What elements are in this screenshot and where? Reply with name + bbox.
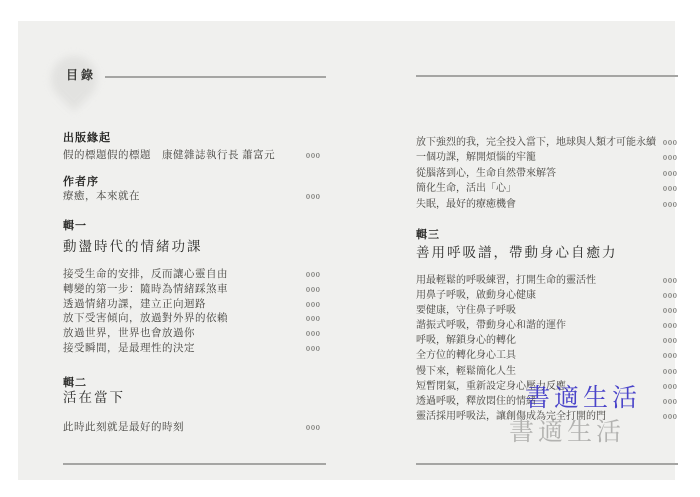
- toc-title: 目錄: [66, 68, 97, 82]
- entry-title: 療癒，本來就在: [63, 191, 140, 202]
- toc-entry-row: [416, 303, 678, 318]
- entry-title: 轉變的第一步：隨時為情緒踩煞車: [63, 283, 228, 295]
- entry-title: 此時此刻就是最好的時刻: [63, 422, 184, 433]
- toc-entry-row: [416, 181, 678, 196]
- entry-page-number: 000: [663, 381, 678, 391]
- entry-page-number: 000: [663, 276, 678, 285]
- part-2-entries: [63, 420, 321, 435]
- section-header-part-3: 輯三: [416, 229, 440, 241]
- entry-title: 放下強烈的我，完全投入當下，地球與人類才可能永續: [416, 137, 656, 148]
- entry-title: 一個功課，解開煩惱的牢籠: [416, 152, 536, 164]
- entry-page-number: 000: [663, 411, 678, 421]
- entry-title: 用鼻子呼吸，啟動身心健康: [416, 290, 536, 302]
- entry-page-number: 000: [663, 291, 678, 301]
- toc-entry-row: [416, 135, 678, 150]
- entry-page-number: 000: [306, 192, 321, 201]
- section-header-part-1: 輯一: [63, 220, 87, 232]
- toc-entry-row: [63, 148, 321, 163]
- entry-title: 失眠，最好的療癒機會: [416, 198, 516, 210]
- entry-title: 從腦落到心，生命自然帶來解答: [416, 167, 556, 179]
- entry-page-number: 000: [663, 321, 678, 331]
- entry-page-number: 000: [663, 168, 678, 178]
- toc-entry-row: [63, 298, 321, 313]
- entry-title: 放下受害傾向，放過對外界的依賴: [63, 313, 228, 325]
- toc-entry-row: [63, 283, 321, 298]
- entry-page-number: 000: [663, 366, 678, 376]
- toc-entry-row: [63, 420, 321, 435]
- entry-page-number: 000: [306, 423, 321, 432]
- toc-entry-row: [416, 318, 678, 333]
- entry-page-number: 000: [663, 153, 678, 163]
- entry-page-number: 000: [306, 299, 321, 309]
- entry-page-number: 000: [663, 351, 678, 361]
- entry-title: 透過情緒功課，建立正向迴路: [63, 298, 206, 310]
- entry-page-number: 000: [306, 284, 321, 294]
- section-header-publish-origin: 出版緣起: [63, 132, 111, 144]
- entry-title: 假的標題假的標題 康健雜誌執行長 蕭富元: [63, 150, 276, 161]
- part-2-subtitle: 活在當下: [63, 390, 125, 405]
- entry-title: 要健康，守住鼻子呼吸: [416, 305, 516, 317]
- entry-page-number: 000: [663, 396, 678, 406]
- entry-title: 透過呼吸，釋放悶住的情緒: [416, 395, 536, 407]
- entry-page-number: 000: [663, 199, 678, 209]
- toc-entry-row: [416, 348, 678, 363]
- entry-page-number: 000: [306, 329, 321, 339]
- entry-title: 接受瞬間，是最理性的決定: [63, 342, 195, 354]
- watermark-blue: 書適生活: [525, 385, 642, 412]
- toc-entry-row: [63, 268, 321, 283]
- entry-page-number: 000: [663, 306, 678, 316]
- toc-entry-row: [416, 333, 678, 348]
- entry-page-number: 000: [306, 343, 321, 353]
- toc-entry-row: [63, 189, 321, 204]
- entry-page-number: 000: [663, 336, 678, 346]
- toc-entry-row: [416, 166, 678, 181]
- entry-page-number: 000: [306, 270, 321, 279]
- section-header-author-preface: 作者序: [63, 176, 99, 188]
- part-3-subtitle: 善用呼吸譜，帶動身心自癒力: [416, 245, 618, 260]
- toc-card: [18, 21, 678, 480]
- toc-entry-row: [63, 342, 321, 357]
- watermark-gray: 書適生活: [509, 419, 626, 446]
- toc-entry-row: [416, 150, 678, 165]
- entry-title: 呼吸，解鎖身心的轉化: [416, 335, 516, 347]
- entry-title: 接受生命的安排，反而讓心靈自由: [63, 269, 228, 280]
- entry-page-number: 000: [663, 138, 678, 147]
- entry-page-number: 000: [663, 184, 678, 194]
- toc-entry-row: [416, 197, 678, 212]
- entry-title: 簡化生命，活出「心」: [416, 183, 516, 195]
- entry-title: 靈活採用呼吸法，讓創傷成為完全打開的門: [416, 410, 606, 422]
- section-entries: [63, 189, 321, 204]
- part-2-entries-continued: [416, 135, 678, 212]
- entry-page-number: 000: [306, 314, 321, 324]
- entry-title: 全方位的轉化身心工具: [416, 350, 516, 362]
- toc-entry-row: [416, 364, 678, 379]
- section-entries: [63, 148, 321, 163]
- entry-title: 用最輕鬆的呼吸練習，打開生命的靈活性: [416, 275, 596, 286]
- entry-title: 短暫閉氣，重新設定身心壓力反應: [416, 380, 566, 392]
- entry-title: 放過世界，世界也會放過你: [63, 328, 195, 340]
- entry-page-number: 000: [306, 151, 321, 160]
- toc-entry-row: [63, 312, 321, 327]
- entry-title: 諧振式呼吸，帶動身心和諧的運作: [416, 320, 566, 332]
- entry-title: 慢下來，輕鬆簡化人生: [416, 365, 516, 377]
- part-1-entries: [63, 268, 321, 357]
- toc-entry-row: [416, 273, 678, 288]
- toc-entry-row: [63, 327, 321, 342]
- section-header-part-2: 輯二: [63, 377, 87, 389]
- toc-entry-row: [416, 288, 678, 303]
- toc-left-column: [63, 21, 321, 497]
- part-1-subtitle: 動盪時代的情緒功課: [63, 239, 203, 254]
